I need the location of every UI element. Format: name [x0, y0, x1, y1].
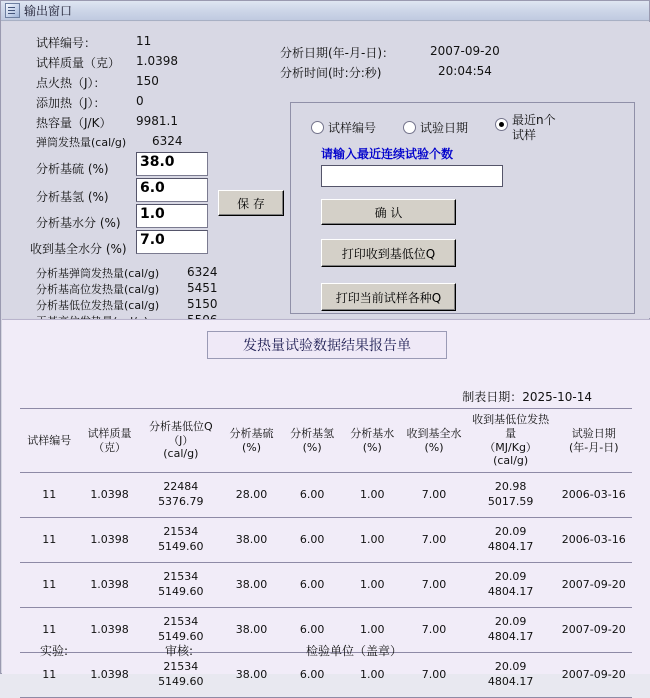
cell-received-net-q: 20.09 4804.17 — [466, 608, 556, 653]
table-row[interactable] — [20, 473, 632, 518]
col-sample-mass: 试样质量 （克） — [78, 409, 140, 473]
cell-hydrogen: 6.00 — [282, 518, 342, 563]
radio-dot-icon — [311, 121, 324, 134]
report-panel — [2, 319, 650, 688]
save-button[interactable]: 保 存 — [218, 190, 284, 216]
result-value-gross: 5451 — [187, 281, 218, 295]
cell-water: 1.00 — [342, 473, 402, 518]
radio-dot-icon — [495, 118, 508, 131]
radio-label-last-n: 最近n个试样 — [512, 113, 556, 142]
result-value-net: 5150 — [187, 297, 218, 311]
field-label-sample-id: 试样编号： — [36, 36, 97, 50]
footer-review: 审核: — [165, 644, 194, 658]
cell-received-net-q: 20.09 4804.17 — [466, 563, 556, 608]
input-label-moisture: 分析基水分 (%) — [36, 216, 121, 230]
cell-sample-mass: 1.0398 — [78, 608, 140, 653]
cell-sulfur: 28.00 — [221, 473, 282, 518]
field-value-sample-id: 11 — [136, 34, 152, 48]
input-hint: 请输入最近连续试验个数 — [321, 147, 454, 161]
radio-dot-icon — [403, 121, 416, 134]
cell-sample-id: 11 — [20, 608, 78, 653]
radio-label-by-sample-id: 试样编号 — [328, 121, 377, 135]
result-label-net: 分析基低位发热量(cal/g) — [36, 299, 160, 312]
radio-label-by-test-date: 试验日期 — [420, 121, 469, 135]
field-value-added-heat: 0 — [136, 94, 144, 108]
cell-received-net-q: 20.09 4804.17 — [466, 653, 556, 698]
cell-sample-id: 11 — [20, 653, 78, 698]
cell-total-water: 7.00 — [402, 518, 465, 563]
cell-sample-mass: 1.0398 — [78, 473, 140, 518]
cell-sample-id: 11 — [20, 563, 78, 608]
field-label-ignition-heat: 点火热（J）： — [36, 76, 106, 90]
print-received-net-q-button[interactable]: 打印收到基低位Q — [321, 239, 456, 267]
cell-sample-id: 11 — [20, 473, 78, 518]
table-body — [20, 473, 632, 698]
cell-analysis-net-q: 21534 5149.60 — [141, 653, 221, 698]
input-sulfur[interactable]: 38.0 — [136, 152, 208, 176]
field-value-ignition-heat: 150 — [136, 74, 159, 88]
cell-sulfur: 38.00 — [221, 563, 282, 608]
report-date: 制表日期：2025-10-14 — [462, 390, 592, 404]
window-icon — [5, 3, 20, 18]
cell-hydrogen: 6.00 — [282, 473, 342, 518]
col-received-net-q: 收到基低位发热量 （MJ/Kg） (cal/g) — [466, 409, 556, 473]
analysis-date-value: 2007-09-20 — [430, 44, 500, 58]
col-analysis-water: 分析基水 (%) — [342, 409, 402, 473]
field-value-heat-capacity: 9981.1 — [136, 114, 178, 128]
table-row[interactable] — [20, 563, 632, 608]
cell-sulfur: 38.00 — [221, 653, 282, 698]
radio-by-sample-id[interactable] — [311, 119, 376, 136]
cell-sample-id: 11 — [20, 518, 78, 563]
cell-analysis-net-q: 21534 5149.60 — [141, 563, 221, 608]
result-label-gross: 分析基高位发热量(cal/g) — [36, 283, 160, 296]
cell-received-net-q: 20.09 4804.17 — [466, 518, 556, 563]
analysis-time-label: 分析时间(时:分:秒) — [280, 66, 382, 80]
cell-test-date: 2007-09-20 — [556, 608, 632, 653]
field-value-sample-mass: 1.0398 — [136, 54, 178, 68]
window-title: 输出窗口 — [24, 4, 73, 18]
col-test-date: 试验日期 (年-月-日) — [556, 409, 632, 473]
cell-water: 1.00 — [342, 653, 402, 698]
col-analysis-sulfur: 分析基硫 (%) — [221, 409, 282, 473]
cell-total-water: 7.00 — [402, 653, 465, 698]
input-hydrogen[interactable]: 6.0 — [136, 178, 208, 202]
cell-sulfur: 38.00 — [221, 608, 282, 653]
analysis-time-value: 20:04:54 — [438, 64, 492, 78]
cell-hydrogen: 6.00 — [282, 608, 342, 653]
cell-hydrogen: 6.00 — [282, 653, 342, 698]
cell-test-date: 2007-09-20 — [556, 563, 632, 608]
table-row[interactable] — [20, 518, 632, 563]
field-label-sample-mass: 试样质量（克） — [36, 56, 121, 70]
result-value-bomb: 6324 — [187, 265, 218, 279]
field-label-heat-capacity: 热容量（J/K） — [36, 116, 112, 130]
cell-analysis-net-q: 22484 5376.79 — [141, 473, 221, 518]
col-analysis-hydrogen: 分析基氢 (%) — [282, 409, 342, 473]
input-total-moisture[interactable]: 7.0 — [136, 230, 208, 254]
cell-test-date: 2006-03-16 — [556, 518, 632, 563]
report-title: 发热量试验数据结果报告单 — [207, 331, 447, 359]
table-row[interactable] — [20, 653, 632, 698]
cell-analysis-net-q: 21534 5149.60 — [141, 608, 221, 653]
cell-sample-mass: 1.0398 — [78, 518, 140, 563]
form-panel — [2, 22, 650, 318]
cell-sample-mass: 1.0398 — [78, 563, 140, 608]
col-received-total-water: 收到基全水 (%) — [402, 409, 465, 473]
cell-water: 1.00 — [342, 608, 402, 653]
cell-sample-mass: 1.0398 — [78, 653, 140, 698]
analysis-date-label: 分析日期(年-月-日)： — [280, 46, 395, 60]
cell-water: 1.00 — [342, 518, 402, 563]
radio-last-n[interactable] — [495, 113, 615, 143]
col-analysis-net-q: 分析基低位Q （J） (cal/g) — [141, 409, 221, 473]
cell-sulfur: 38.00 — [221, 518, 282, 563]
input-label-total-moisture: 收到基全水分 (%) — [30, 242, 127, 256]
footer-inspect-unit: 检验单位（盖章） — [306, 644, 403, 658]
cell-total-water: 7.00 — [402, 608, 465, 653]
radio-by-test-date[interactable] — [403, 119, 468, 136]
table-header-row — [20, 409, 632, 473]
cell-analysis-net-q: 21534 5149.60 — [141, 518, 221, 563]
field-label-added-heat: 添加热（J）： — [36, 96, 106, 110]
result-label-bomb: 分析基弹筒发热量(cal/g) — [36, 267, 160, 280]
last-n-input[interactable] — [321, 165, 503, 187]
cell-total-water: 7.00 — [402, 563, 465, 608]
cell-hydrogen: 6.00 — [282, 563, 342, 608]
input-moisture[interactable]: 1.0 — [136, 204, 208, 228]
field-label-bomb-heat: 弹筒发热量(cal/g) — [36, 136, 127, 149]
cell-total-water: 7.00 — [402, 473, 465, 518]
print-current-sample-q-button[interactable]: 打印当前试样各种Q — [321, 283, 456, 311]
field-value-bomb-heat: 6324 — [152, 134, 183, 148]
cell-test-date: 2007-09-20 — [556, 653, 632, 698]
query-groupbox — [290, 102, 635, 314]
input-label-hydrogen: 分析基氢 (%) — [36, 190, 109, 204]
footer-experiment: 实验: — [40, 644, 69, 658]
confirm-button[interactable]: 确 认 — [321, 199, 456, 225]
window-titlebar — [1, 1, 649, 21]
cell-water: 1.00 — [342, 563, 402, 608]
cell-received-net-q: 20.98 5017.59 — [466, 473, 556, 518]
cell-test-date: 2006-03-16 — [556, 473, 632, 518]
col-sample-id: 试样编号 — [20, 409, 78, 473]
input-label-sulfur: 分析基硫 (%) — [36, 162, 109, 176]
